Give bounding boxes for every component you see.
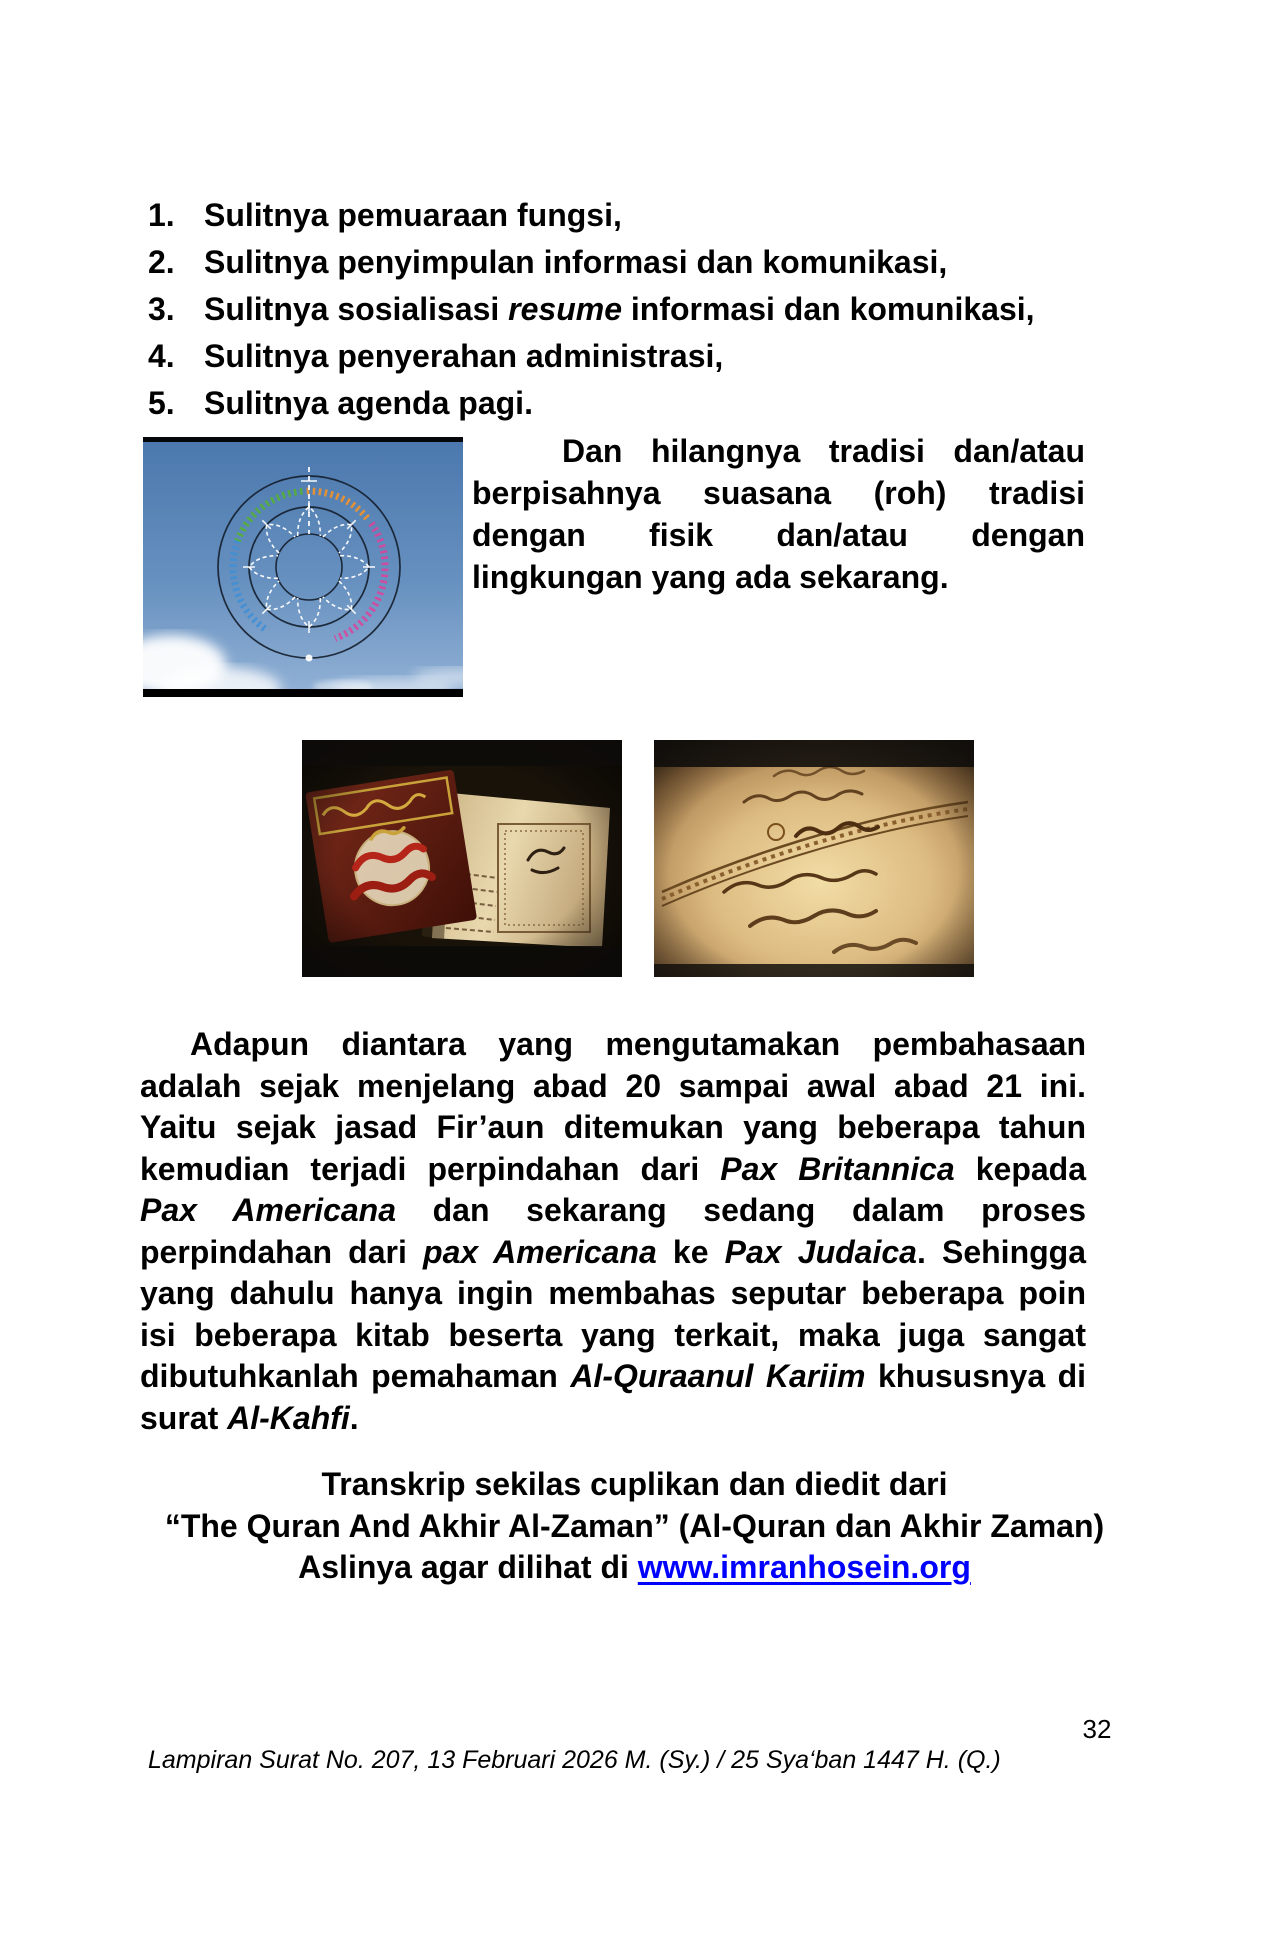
paragraph-line: surat Al-Kahfi. (140, 1399, 359, 1436)
quran-page-graphic (654, 740, 974, 977)
paragraph-line: berpisahnya suasana (roh) tradisi (472, 475, 1085, 511)
numbered-list (148, 192, 1138, 427)
paragraph-line: Adapun diantara yang mengutamakan pembahasaan (190, 1026, 1086, 1062)
transcript-line-3-text: Aslinya agar dilihat di (298, 1549, 638, 1585)
list-item (148, 333, 1138, 380)
paragraph-line: Yaitu sejak jasad Fir’aun ditemukan yang beberapa tahun (140, 1109, 1086, 1145)
item-number: 4. (148, 338, 175, 374)
item-text: Sulitnya penyimpulan informasi dan komunikasi, (204, 244, 948, 280)
transcript-line-2: “The Quran And Akhir Al-Zaman” (Al-Quran dan Akhir Zaman) (164, 1507, 1105, 1544)
list-item (148, 239, 1138, 286)
imranhosein-link[interactable]: www.imranhosein.org (637, 1549, 971, 1585)
footer-note: Lampiran Surat No. 207, 13 Februari 2026 M. (Sy.) / 25 Sya‘ban 1447 H. (Q.) (148, 1746, 1001, 1774)
list-item (148, 380, 1138, 427)
transcript-line-3 (0, 1547, 1269, 1589)
paragraph-line: kemudian terjadi perpindahan dari Pax Britannica kepada (140, 1150, 1086, 1187)
paragraph-line: Pax Americana dan sekarang sedang dalam proses (140, 1192, 1087, 1228)
paragraph-line: dibutuhkanlah pemahaman Al-Quraanul Kariim khususnya di (140, 1358, 1087, 1394)
item-text: Sulitnya sosialisasi resume informasi dan komunikasi, (204, 291, 1035, 327)
item-text: Sulitnya agenda pagi. (204, 385, 533, 421)
page-number: 32 (1082, 1714, 1112, 1744)
item-number: 3. (148, 291, 175, 327)
paragraph-line: dengan fisik dan/atau dengan (472, 517, 1085, 553)
quran-page-photo (654, 740, 974, 977)
transcript-line-1: Transkrip sekilas cuplikan dan diedit dari (321, 1466, 948, 1502)
list-item (148, 192, 1138, 239)
item-number: 1. (148, 197, 175, 233)
item-number: 5. (148, 385, 175, 421)
list-item (148, 286, 1138, 333)
quran-book-graphic (302, 740, 622, 977)
quran-book-photo (302, 740, 622, 977)
side-paragraph (472, 430, 1085, 598)
sky-photo-graphic (143, 437, 463, 697)
paragraph-line: perpindahan dari pax Americana ke Pax Judaica. Sehingga (140, 1233, 1086, 1270)
paragraph-line: lingkungan yang ada sekarang. (472, 559, 949, 595)
paragraph-line: adalah sejak menjelang abad 20 sampai awal abad 21 ini. (140, 1067, 1086, 1104)
main-paragraph (140, 1024, 1086, 1439)
item-text: Sulitnya pemuaraan fungsi, (204, 197, 622, 233)
item-text: Sulitnya penyerahan administrasi, (204, 338, 724, 374)
paragraph-line: Dan hilangnya tradisi dan/atau (562, 433, 1085, 469)
sky-photo (143, 437, 463, 697)
item-number: 2. (148, 244, 175, 280)
transcript-block (0, 1464, 1269, 1589)
paragraph-line: yang dahulu hanya ingin membahas seputar beberapa poin (140, 1275, 1086, 1311)
paragraph-line: isi beberapa kitab beserta yang terkait, maka juga sangat (140, 1316, 1086, 1353)
